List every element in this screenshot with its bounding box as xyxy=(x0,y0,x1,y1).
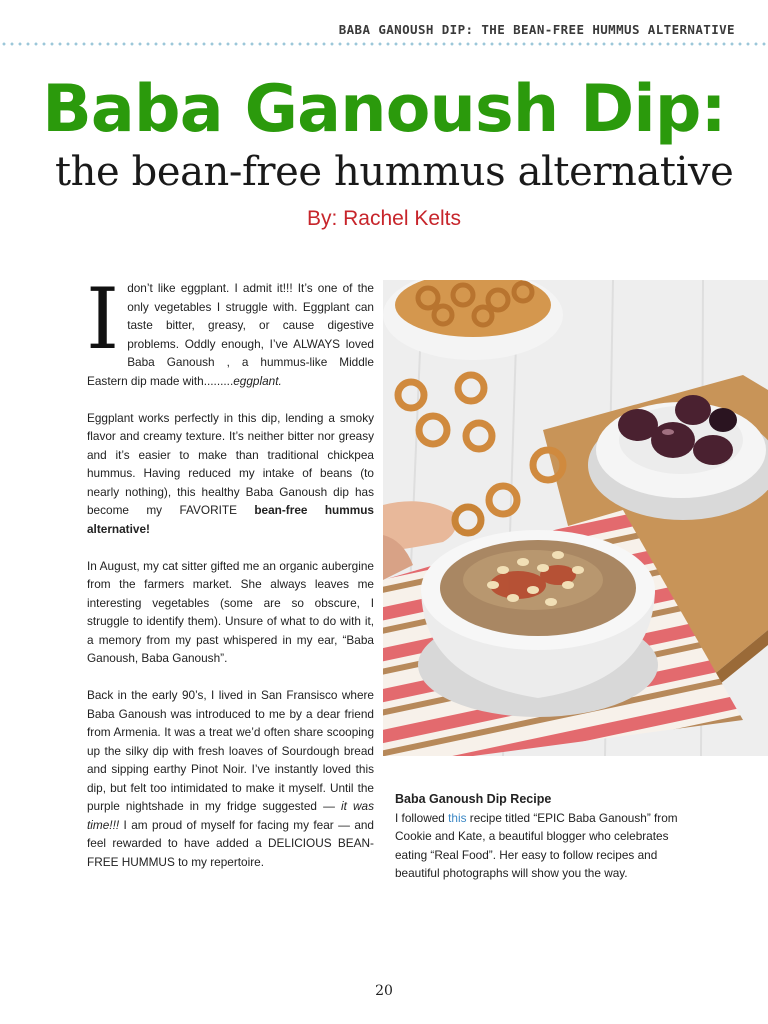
article-paragraph-1 xyxy=(86,270,374,390)
recipe-heading: Baba Ganoush Dip Recipe xyxy=(395,792,552,806)
page-title: Baba Ganoush Dip: xyxy=(42,72,726,147)
baba-ganoush-photo xyxy=(383,280,768,756)
paragraph-2-bold: bean-free hummus alternative! xyxy=(87,503,374,536)
recipe-text xyxy=(395,809,691,883)
article-paragraph-2 xyxy=(87,409,374,539)
byline: By: Rachel Kelts xyxy=(306,207,462,230)
paragraph-1-italic: eggplant. xyxy=(233,373,282,388)
drop-cap: I xyxy=(86,270,120,368)
article-paragraph-3: In August, my cat sitter gifted me an organic aubergine from the farmers market. She always leaves me interesting vegetables (some are so obscure, I struggle to identify them). Unsure of what to do with it, a memory from my past whispered in my ear, “Baba Ganoush, Baba Ganoush”. xyxy=(87,558,374,665)
running-head: BABA GANOUSH DIP: THE BEAN-FREE HUMMUS ALTERNATIVE xyxy=(338,22,735,37)
page-number: 20 xyxy=(375,983,393,999)
paragraph-4-text-2: I am proud of myself for facing my fear — and feel rewarded to have added a DELICIOUS BEAN-FREE HUMMUS to my repertoire. xyxy=(87,817,374,869)
recipe-text-2: recipe titled “EPIC Baba Ganoush” from Cookie and Kate, a beautiful blogger who celebrates eating “Real Food”. Her easy to follow recipes and beautiful photographs will show you the way. xyxy=(395,810,678,880)
paragraph-4-text-1: Back in the early 90’s, I lived in San Fransisco where Baba Ganoush was introduced to me by a dear friend from Armenia. It was a treat we’d often share scooping up the silky dip with fresh loaves of Sourdough bread and sipping earthy Pinot Noir. I’ve instantly loved this dip, but felt too intimidated to make it myself. Until the purple nightshade in my fridge suggested — xyxy=(87,688,374,813)
dotted-divider xyxy=(0,42,768,46)
recipe-box xyxy=(395,790,691,883)
paragraph-1-text: don’t like eggplant. I admit it!!! It’s one of the only vegetables I struggle with. Eggplant can taste bitter, greasy, or cause digestive problems. Oddly enough, I’ve ALWAYS loved Baba Ganoush , a hummus-like Middle Eastern dip made with......... xyxy=(87,281,374,388)
article-paragraph-4 xyxy=(87,686,374,871)
recipe-text-1: I followed xyxy=(395,810,449,825)
article-body xyxy=(86,270,374,890)
paragraph-4-italic: it was time!!! xyxy=(87,799,374,832)
page-subtitle: the bean-free hummus alternative xyxy=(55,149,734,195)
paragraph-2-text: Eggplant works perfectly in this dip, lending a smoky flavor and creamy texture. It’s neither bitter nor greasy and it’s easier to make than traditional chickpea hummus. Having reduced my intake of beans (to nearly nothing), this healthy Baba Ganoush dip has become my FAVORITE xyxy=(87,410,374,517)
recipe-link[interactable]: this xyxy=(448,810,467,825)
